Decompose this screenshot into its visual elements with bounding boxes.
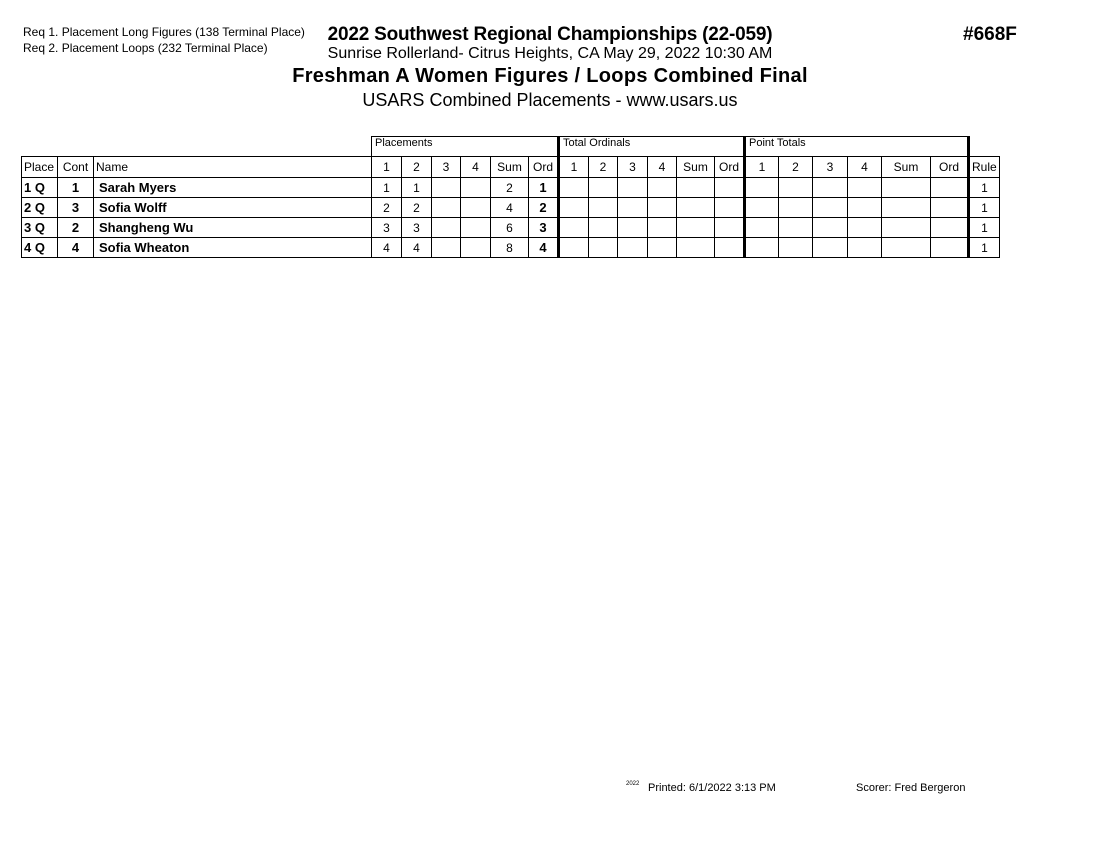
placement-cell: 2 xyxy=(402,198,432,218)
placement-cell xyxy=(432,218,461,238)
event-subtitle: USARS Combined Placements - www.usars.us xyxy=(362,90,738,110)
cont-cell: 3 xyxy=(58,198,94,218)
point-totals-group-header: Point Totals xyxy=(745,137,969,157)
ordinal-col-header: 3 xyxy=(618,157,648,178)
placement-cell: 3 xyxy=(402,218,432,238)
ord-cell: 3 xyxy=(529,218,559,238)
points-col-header: Ord xyxy=(931,157,969,178)
ordinal-col-header: 4 xyxy=(648,157,677,178)
placement-cell xyxy=(432,198,461,218)
sum-cell: 4 xyxy=(491,198,529,218)
table-row xyxy=(22,198,1000,218)
cont-cell: 1 xyxy=(58,178,94,198)
place-cell: 2 Q xyxy=(22,198,58,218)
points-col-header: 2 xyxy=(779,157,813,178)
placement-col-header: Ord xyxy=(529,157,559,178)
event-number: #668F xyxy=(963,24,1017,45)
place-cell: 1 Q xyxy=(22,178,58,198)
ord-cell: 2 xyxy=(529,198,559,218)
rule-cell: 1 xyxy=(969,178,1000,198)
ordinal-col-header: 2 xyxy=(589,157,618,178)
placement-col-header: 4 xyxy=(461,157,491,178)
points-col-header: 4 xyxy=(848,157,882,178)
points-col-header: Sum xyxy=(882,157,931,178)
total-ordinals-group-header: Total Ordinals xyxy=(559,137,745,157)
sum-cell: 8 xyxy=(491,238,529,258)
event-title: Freshman A Women Figures / Loops Combined Final xyxy=(292,65,808,87)
rule-cell: 1 xyxy=(969,238,1000,258)
points-col-header: 3 xyxy=(813,157,848,178)
year-mark: 2022 xyxy=(626,781,640,787)
placement-col-header: 2 xyxy=(402,157,432,178)
placement-cell xyxy=(461,198,491,218)
placement-cell xyxy=(461,238,491,258)
placement-col-header: Sum xyxy=(491,157,529,178)
place-cell: 4 Q xyxy=(22,238,58,258)
placement-cell xyxy=(432,238,461,258)
ordinal-col-header: Ord xyxy=(715,157,745,178)
requirement-2: Req 2. Placement Loops (232 Terminal Place) xyxy=(23,41,268,55)
ord-cell: 4 xyxy=(529,238,559,258)
ord-cell: 1 xyxy=(529,178,559,198)
scorer-name: Scorer: Fred Bergeron xyxy=(856,782,966,794)
skater-name: Sofia Wheaton xyxy=(94,238,372,258)
ordinal-col-header: 1 xyxy=(559,157,589,178)
placement-cell: 2 xyxy=(372,198,402,218)
placement-col-header: 3 xyxy=(432,157,461,178)
skater-name: Sofia Wolff xyxy=(94,198,372,218)
skater-name: Sarah Myers xyxy=(94,178,372,198)
cont-cell: 2 xyxy=(58,218,94,238)
placement-col-header: 1 xyxy=(372,157,402,178)
placement-cell xyxy=(461,218,491,238)
championship-title: 2022 Southwest Regional Championships (22-059) xyxy=(327,24,773,45)
sum-cell: 2 xyxy=(491,178,529,198)
placements-group-header: Placements xyxy=(372,137,559,157)
skater-name: Shangheng Wu xyxy=(94,218,372,238)
name-header: Name xyxy=(94,157,372,178)
placement-cell: 3 xyxy=(372,218,402,238)
column-header-row xyxy=(22,157,1000,178)
placement-cell: 4 xyxy=(372,238,402,258)
table-row xyxy=(22,218,1000,238)
cont-header: Cont xyxy=(58,157,94,178)
placement-cell xyxy=(461,178,491,198)
rule-cell: 1 xyxy=(969,218,1000,238)
place-header: Place xyxy=(22,157,58,178)
cont-cell: 4 xyxy=(58,238,94,258)
table-row xyxy=(22,178,1000,198)
group-header-row xyxy=(22,137,1000,157)
placement-cell: 1 xyxy=(402,178,432,198)
table-row xyxy=(22,238,1000,258)
placement-cell: 4 xyxy=(402,238,432,258)
points-col-header: 1 xyxy=(745,157,779,178)
requirement-1: Req 1. Placement Long Figures (138 Terminal Place) xyxy=(23,25,305,39)
ordinal-col-header: Sum xyxy=(677,157,715,178)
rule-cell: 1 xyxy=(969,198,1000,218)
location-line: Sunrise Rollerland- Citrus Heights, CA May 29, 2022 10:30 AM xyxy=(327,45,773,62)
place-cell: 3 Q xyxy=(22,218,58,238)
placement-cell xyxy=(432,178,461,198)
printed-timestamp: Printed: 6/1/2022 3:13 PM xyxy=(648,782,776,794)
placement-cell: 1 xyxy=(372,178,402,198)
results-table xyxy=(21,136,1000,258)
sum-cell: 6 xyxy=(491,218,529,238)
rule-header: Rule xyxy=(969,157,1000,178)
